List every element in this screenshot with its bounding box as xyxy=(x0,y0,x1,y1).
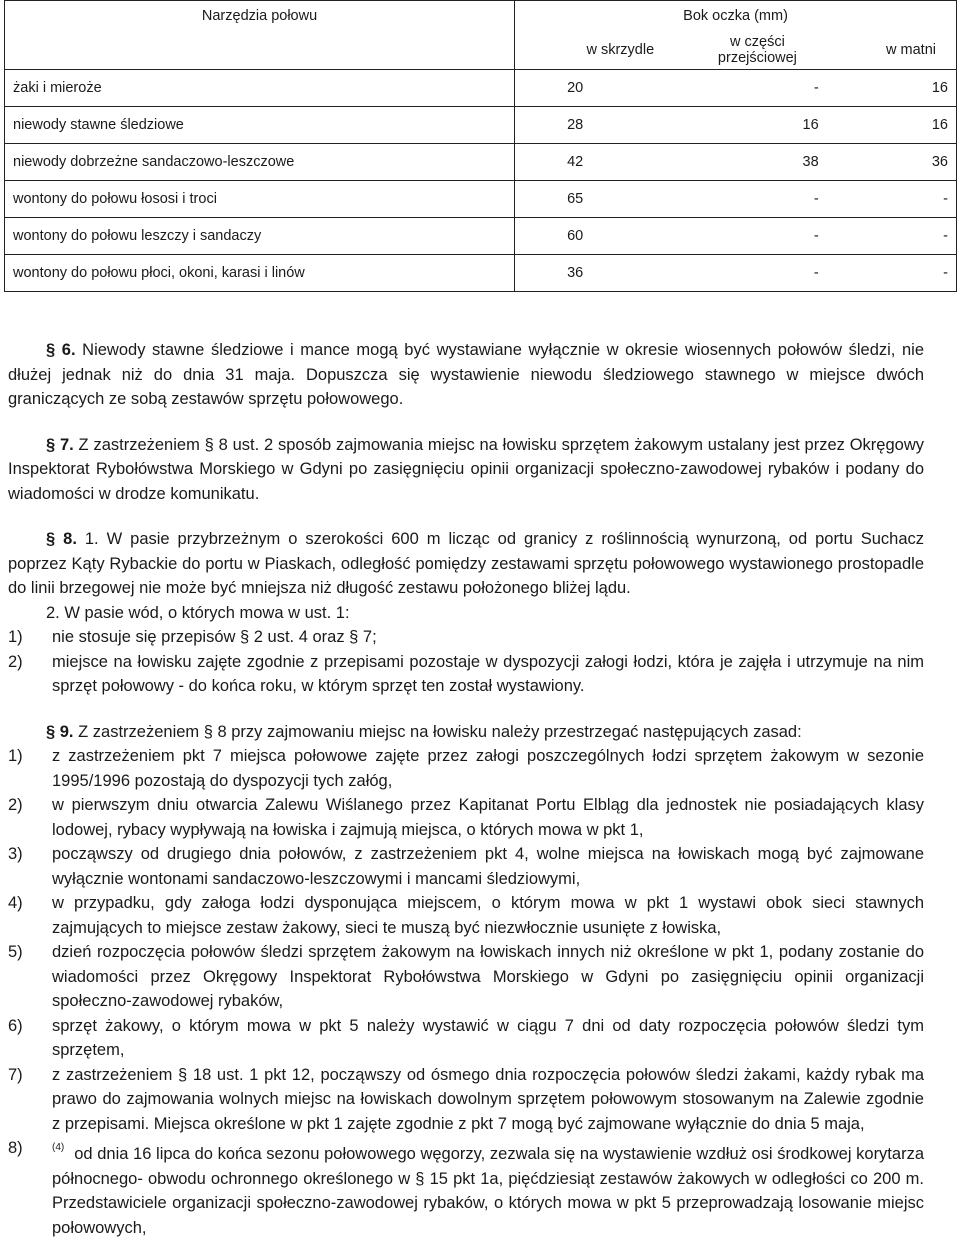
table-row xyxy=(5,255,957,292)
list-item xyxy=(8,1063,924,1137)
list-item xyxy=(8,625,924,650)
header-mesh-size: Bok oczka (mm) xyxy=(515,1,957,32)
list-item-text: w pierwszym dniu otwarcia Zalewu Wiślanego przez Kapitanat Portu Elbląg dla jednostek nie posiadających klasy lodowej, rybacy wypływają na łowiska i zajmują miejsca, o których mowa w pkt 1, xyxy=(52,796,924,839)
paragraph-8-ust-2: 2. W pasie wód, o których mowa w ust. 1: xyxy=(46,603,350,622)
list-item-number: 2) xyxy=(8,796,23,814)
paragraph-6 xyxy=(8,338,924,412)
subheader-wing: w skrzydle xyxy=(515,31,677,70)
table-row xyxy=(5,107,957,144)
list-item-number: 1) xyxy=(8,747,23,765)
footnote-marker: (4) xyxy=(52,1142,65,1153)
cell-tool: wontony do połowu łososi i troci xyxy=(5,181,515,218)
cell-wing: 28 xyxy=(515,107,677,144)
subheader-transition: w części przejściowej xyxy=(676,31,827,70)
cell-tool: wontony do połowu leszczy i sandaczy xyxy=(5,218,515,255)
cell-tool: wontony do połowu płoci, okoni, karasi i linów xyxy=(5,255,515,292)
cell-codend: 16 xyxy=(827,107,957,144)
cell-wing: 60 xyxy=(515,218,677,255)
list-item-number: 6) xyxy=(8,1016,23,1035)
list-item-text: w przypadku, gdy załoga łodzi dysponująca miejscem, o którym mowa w pkt 1 wystawi obok sieci stawnych zajmujących to miejsce zestaw żakowy, sieci te muszą być niezwłocznie usunięte z łowiska, xyxy=(52,894,924,937)
list-item-body: od dnia 16 lipca do końca sezonu połowowego węgorzy, zezwala się na wystawienie wzdłuż osi środkowej korytarza północnego- obwodu ochronnego określonego w § 15 pkt 1a, pięćdziesiąt zestawów żakowych w odległości co 200 m. Przedstawiciele organizacji społeczno-zawodowej rybaków, o których mowa w pkt 5 przeprowadzają losowanie miejsc połowowych, xyxy=(52,1145,924,1237)
cell-codend: - xyxy=(827,218,957,255)
paragraph-text: Z zastrzeżeniem § 8 ust. 2 sposób zajmowania miejsc na łowisku sprzętem żakowym ustalany jest przez Okręgowy Inspektorat Rybołówstwa Morskiego w Gdyni po zasięgnięciu opinii organizacji społeczno-zawodowej rybaków i podany do wiadomości w drodze komunikatu. xyxy=(8,435,924,503)
list-item-text: nie stosuje się przepisów § 2 ust. 4 oraz § 7; xyxy=(52,628,377,646)
list-item-number: 4) xyxy=(8,894,23,912)
cell-tool: niewody stawne śledziowe xyxy=(5,107,515,144)
list-item-text: z zastrzeżeniem pkt 7 miejsca połowowe zajęte przez załogi poszczególnych łodzi sprzętem żakowym w sezonie 1995/1996 pozostają do dyspozycji tych załóg, xyxy=(52,747,924,790)
table-row xyxy=(5,144,957,181)
cell-wing: 65 xyxy=(515,181,677,218)
list-item-number: 8) xyxy=(8,1139,23,1157)
header-tools-cont xyxy=(5,31,515,70)
header-tools: Narzędzia połowu xyxy=(5,1,515,32)
cell-codend: - xyxy=(827,255,957,292)
subheader-codend: w matni xyxy=(827,31,957,70)
cell-wing: 20 xyxy=(515,70,677,107)
list-item-number: 2) xyxy=(8,652,23,671)
paragraph-9 xyxy=(8,720,924,745)
list-item-number: 1) xyxy=(8,628,23,646)
mesh-size-table xyxy=(4,0,957,292)
list-item xyxy=(8,744,924,793)
list-item-number: 3) xyxy=(8,845,23,863)
paragraph-text: Niewody stawne śledziowe i mance mogą być wystawiane wyłącznie w okresie wiosennych połowów śledzi, nie dłużej jednak niż do dnia 31 maja. Dopuszcza się wystawienie niewodu śledziowego stawnego w miejsce dwóch graniczących ze sobą zestawów sprzętu połowowego. xyxy=(8,341,924,408)
list-item xyxy=(8,650,924,699)
cell-codend: 36 xyxy=(827,144,957,181)
paragraph-text: Z zastrzeżeniem § 8 przy zajmowaniu miejsc na łowisku należy przestrzegać następujących zasad: xyxy=(73,722,802,741)
list-item-text: począwszy od drugiego dnia połowów, z zastrzeżeniem pkt 4, wolne miejsca na łowiskach mogą być zajmowane wyłącznie wontonami sandaczowo-leszczowymi i mancami śledziowymi, xyxy=(52,845,924,888)
cell-transition: - xyxy=(676,255,827,292)
paragraph-text: 1. W pasie przybrzeżnym o szerokości 600 m licząc od granicy z roślinnością wynurzoną, od portu Suchacz poprzez Kąty Rybackie do portu w Piaskach, odległość pomiędzy zestawami sprzętu połowowego wystawionego prostopadle do linii brzegowej nie może być mniejsza niż długość zestawu położonego bliżej lądu. xyxy=(8,530,924,597)
list-item xyxy=(8,891,924,940)
cell-transition: 38 xyxy=(676,144,827,181)
paragraph-number: § 6. xyxy=(46,341,76,359)
cell-tool: żaki i mieroże xyxy=(5,70,515,107)
cell-wing: 36 xyxy=(515,255,677,292)
list-item xyxy=(8,842,924,891)
list-item-text xyxy=(52,1136,924,1240)
paragraph-number: § 8. xyxy=(46,530,77,548)
cell-transition: 16 xyxy=(676,107,827,144)
cell-transition: - xyxy=(676,70,827,107)
paragraph-number: § 9. xyxy=(46,722,74,741)
list-item xyxy=(8,793,924,842)
list-item-text: miejsce na łowisku zajęte zgodnie z przepisami pozostaje w dyspozycji załogi łodzi, która je zajęła i utrzymuje na nim sprzęt połowowy - do końca roku, w którym sprzęt ten został wystawiony. xyxy=(52,652,924,695)
list-item-text: sprzęt żakowy, o którym mowa w pkt 5 należy wystawić w ciągu 7 dni od daty rozpoczęcia połowów śledzi tym sprzętem, xyxy=(52,1016,924,1059)
paragraph-number: § 7. xyxy=(46,435,74,454)
list-item xyxy=(8,1014,924,1063)
list-item-number: 5) xyxy=(8,943,23,961)
paragraph-8 xyxy=(8,527,924,601)
cell-wing: 42 xyxy=(515,144,677,181)
list-item xyxy=(8,940,924,1014)
list-item-text: dzień rozpoczęcia połowów śledzi sprzętem żakowym na łowiskach innych niż określone w pkt 1, podany zostanie do wiadomości przez Okręgowy Inspektorat Rybołówstwa Morskiego w Gdyni po zasięgnięciu opinii organizacji społeczno-zawodowej rybaków, xyxy=(52,943,924,1010)
cell-codend: - xyxy=(827,181,957,218)
table-row xyxy=(5,70,957,107)
cell-codend: 16 xyxy=(827,70,957,107)
table-row xyxy=(5,181,957,218)
cell-transition: - xyxy=(676,181,827,218)
paragraph-7 xyxy=(8,433,924,507)
document-body xyxy=(8,338,924,1240)
cell-transition: - xyxy=(676,218,827,255)
list-item xyxy=(8,1136,924,1240)
list-item-number: 7) xyxy=(8,1065,23,1084)
table-row xyxy=(5,218,957,255)
cell-tool: niewody dobrzeżne sandaczowo-leszczowe xyxy=(5,144,515,181)
list-item-text: z zastrzeżeniem § 18 ust. 1 pkt 12, począwszy od ósmego dnia rozpoczęcia połowów śledzi żakami, każdy rybak ma prawo do zajmowania wolnych miejsc na łowiskach dowolnym sprzętem połowowym stosowanym na Zalewie zgodnie z przepisami. Miejsca określone w pkt 1 zajęte zgodnie z pkt 7 mogą być zajmowane wyłącznie do dnia 5 maja, xyxy=(52,1065,924,1133)
